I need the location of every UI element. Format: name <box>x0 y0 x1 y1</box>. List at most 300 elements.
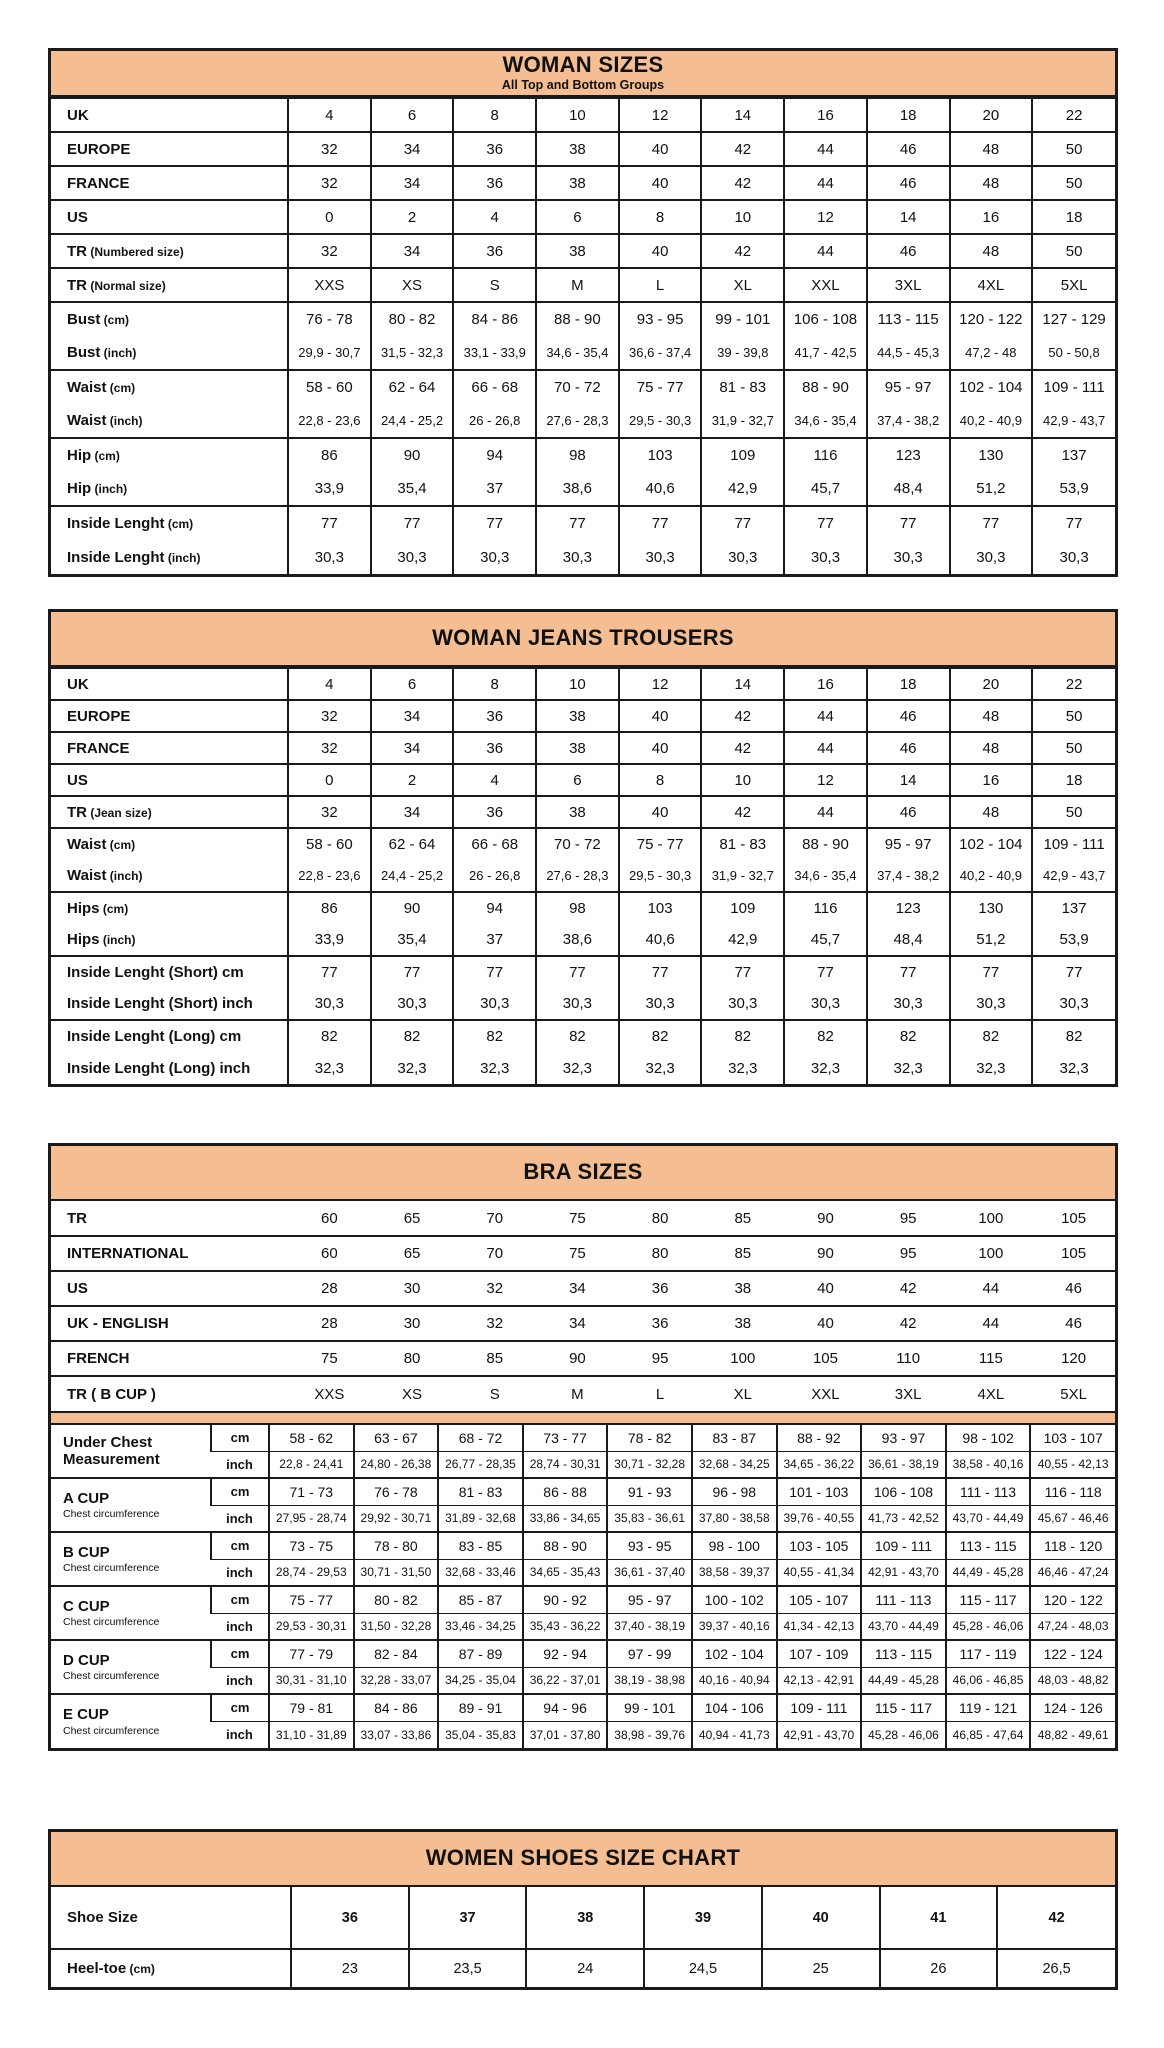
value-cell: 5XL <box>1032 268 1115 302</box>
value-cell: 77 <box>371 956 454 988</box>
cup-name: B CUP <box>63 1543 110 1561</box>
value-cell: 6 <box>536 200 619 234</box>
value-cell: 18 <box>1032 200 1115 234</box>
value-cell: 45,7 <box>784 924 867 956</box>
value-cell: 34,6 - 35,4 <box>784 860 867 892</box>
women-shoes-grid <box>51 1887 1115 1987</box>
woman-sizes-table <box>48 48 1118 577</box>
row-label <box>51 892 288 924</box>
bra-section-divider <box>51 1411 1115 1423</box>
value-cell: 98 - 102 <box>946 1424 1031 1451</box>
value-cell: 76 - 78 <box>354 1478 439 1505</box>
value-cell: 77 <box>950 956 1033 988</box>
value-cell: 83 - 85 <box>438 1532 523 1559</box>
value-cell: 77 <box>453 506 536 540</box>
table-row <box>51 1451 1115 1478</box>
value-cell: 24,4 - 25,2 <box>371 860 454 892</box>
value-cell: 44,49 - 45,28 <box>946 1559 1031 1586</box>
value-cell: 33,07 - 33,86 <box>354 1721 439 1748</box>
value-cell: 75 <box>288 1341 371 1376</box>
value-cell: 117 - 119 <box>946 1640 1031 1667</box>
value-cell: 95 <box>619 1341 702 1376</box>
value-cell: 46 <box>867 700 950 732</box>
value-cell: 32,3 <box>453 1052 536 1084</box>
value-cell: 10 <box>701 200 784 234</box>
row-label-text: Inside Lenght (Short) cm <box>67 964 244 981</box>
value-cell: 58 - 62 <box>269 1424 354 1451</box>
value-cell: 62 - 64 <box>371 370 454 404</box>
row-label-text: Waist <box>67 836 107 853</box>
value-cell: 115 - 117 <box>861 1694 946 1721</box>
value-cell: 58 - 60 <box>288 370 371 404</box>
value-cell: 46 <box>867 796 950 828</box>
value-cell: 50 <box>1032 234 1115 268</box>
row-label-text: Bust <box>67 344 101 361</box>
value-cell: 6 <box>371 98 454 132</box>
value-cell: 100 <box>978 1209 1004 1227</box>
value-cell: 22,8 - 23,6 <box>288 860 371 892</box>
value-cell: 0 <box>288 200 371 234</box>
row-label-text: FRENCH <box>67 1350 130 1367</box>
value-cell: 93 - 97 <box>861 1424 946 1451</box>
table-row <box>51 200 1115 234</box>
value-cell: 80 - 82 <box>354 1586 439 1613</box>
table-row <box>51 1640 1115 1667</box>
value-cell: 116 - 118 <box>1030 1478 1115 1505</box>
value-cell: 38 <box>536 700 619 732</box>
value-cell: 77 <box>288 506 371 540</box>
row-label-text: TR <box>67 1209 87 1227</box>
row-label-text: Inside Lenght (Long) inch <box>67 1059 251 1077</box>
value-cell: 124 - 126 <box>1030 1694 1115 1721</box>
value-cell: 86 <box>288 892 371 924</box>
value-cell: 51,2 <box>950 472 1033 506</box>
value-cell: 46,85 - 47,64 <box>946 1721 1031 1748</box>
value-cell: 18 <box>1032 764 1115 796</box>
value-cell: 36,6 - 37,4 <box>619 336 702 370</box>
unit-label: inch <box>211 1667 269 1694</box>
value-cell: XXL <box>784 268 867 302</box>
row-label <box>51 1306 288 1341</box>
value-cell: 100 <box>950 1236 1033 1271</box>
woman-sizes-header <box>51 51 1115 97</box>
value-cell: 94 - 96 <box>523 1694 608 1721</box>
value-cell: 38,6 <box>536 472 619 506</box>
value-cell: 40 <box>619 234 702 268</box>
value-cell: 84 - 86 <box>453 302 536 336</box>
value-cell: 26 - 26,8 <box>453 404 536 438</box>
value-cell: 82 <box>784 1020 867 1052</box>
women-shoes-header <box>51 1832 1115 1887</box>
value-cell: 28,74 - 30,31 <box>523 1451 608 1478</box>
bra-sizes-table <box>48 1143 1118 1751</box>
value-cell: 32 <box>288 234 371 268</box>
value-cell: 37 <box>409 1887 527 1949</box>
value-cell: 33,86 - 34,65 <box>523 1505 608 1532</box>
row-label-text: Hips <box>67 931 100 948</box>
value-cell: 24 <box>526 1949 644 1987</box>
unit-label: inch <box>211 1505 269 1532</box>
value-cell: 94 <box>453 438 536 472</box>
value-cell: 32,3 <box>288 1052 371 1084</box>
women-shoes-data-table <box>51 1887 1115 1987</box>
value-cell: 38 <box>536 132 619 166</box>
value-cell: 91 - 93 <box>607 1478 692 1505</box>
row-label <box>51 302 288 336</box>
value-cell: 40 <box>784 1271 867 1306</box>
value-cell: 43,70 - 44,49 <box>946 1505 1031 1532</box>
value-cell: 32 <box>453 1306 536 1341</box>
value-cell: 76 - 78 <box>288 302 371 336</box>
row-label-text: UK <box>67 106 89 124</box>
value-cell: 40 <box>762 1887 880 1949</box>
value-cell: 4 <box>288 98 371 132</box>
value-cell: 39,37 - 40,16 <box>692 1613 777 1640</box>
value-cell: 30,3 <box>701 988 784 1020</box>
row-label-text: Inside Lenght <box>67 548 165 566</box>
value-cell: 31,10 - 31,89 <box>269 1721 354 1748</box>
table-row <box>51 764 1115 796</box>
value-cell: 48 <box>950 796 1033 828</box>
value-cell: 42,9 <box>701 472 784 506</box>
row-label-note: (cm) <box>99 902 129 916</box>
value-cell: 30,3 <box>1032 540 1115 574</box>
value-cell: 20 <box>950 98 1033 132</box>
value-cell: 116 <box>784 892 867 924</box>
value-cell: 130 <box>950 892 1033 924</box>
value-cell: 28 <box>288 1306 371 1341</box>
value-cell: 95 - 97 <box>867 370 950 404</box>
row-label-note: (Numbered size) <box>87 244 184 259</box>
value-cell: 63 - 67 <box>354 1424 439 1451</box>
value-cell: 41,34 - 42,13 <box>777 1613 862 1640</box>
row-label-text: EUROPE <box>67 707 131 725</box>
value-cell: 35,04 - 35,83 <box>438 1721 523 1748</box>
value-cell: 30,3 <box>867 988 950 1020</box>
value-cell: 41,73 - 42,52 <box>861 1505 946 1532</box>
value-cell: 40 <box>619 796 702 828</box>
value-cell: 27,95 - 28,74 <box>269 1505 354 1532</box>
value-cell: 38 <box>701 1306 784 1341</box>
value-cell: 58 - 60 <box>288 828 371 860</box>
value-cell: 81 - 83 <box>701 828 784 860</box>
value-cell: 111 - 113 <box>861 1586 946 1613</box>
value-cell: 42 <box>701 132 784 166</box>
value-cell: 82 <box>288 1020 371 1052</box>
value-cell: 42 <box>701 234 784 268</box>
value-cell: 50 <box>1032 732 1115 764</box>
value-cell: 36 <box>453 732 536 764</box>
value-cell: 29,5 - 30,3 <box>619 860 702 892</box>
value-cell: 18 <box>867 98 950 132</box>
value-cell: 45,28 - 46,06 <box>861 1721 946 1748</box>
value-cell: 120 <box>1032 1341 1115 1376</box>
row-label <box>51 472 288 506</box>
value-cell: 16 <box>950 764 1033 796</box>
value-cell: 45,7 <box>784 472 867 506</box>
row-label-text: Waist <box>67 867 107 884</box>
value-cell: 113 - 115 <box>946 1532 1031 1559</box>
value-cell: 77 <box>371 506 454 540</box>
value-cell: 8 <box>453 668 536 700</box>
row-label <box>51 1020 288 1052</box>
value-cell: 85 <box>453 1341 536 1376</box>
value-cell: 30,3 <box>784 540 867 574</box>
value-cell: 90 <box>817 1209 834 1227</box>
row-label-note: (inch) <box>164 550 201 565</box>
value-cell: 30,3 <box>536 540 619 574</box>
value-cell: 48 <box>950 166 1033 200</box>
value-cell: 36 <box>453 700 536 732</box>
row-label <box>51 540 288 574</box>
value-cell: 2 <box>371 200 454 234</box>
table-row <box>51 336 1115 370</box>
value-cell: 113 - 115 <box>861 1640 946 1667</box>
value-cell: 80 <box>651 1209 669 1227</box>
row-label-text: Hip <box>67 480 92 497</box>
value-cell: 34,65 - 35,43 <box>523 1559 608 1586</box>
value-cell: 77 <box>701 956 784 988</box>
cup-row-label <box>51 1424 211 1478</box>
value-cell: 32,3 <box>1032 1052 1115 1084</box>
row-label <box>51 796 288 828</box>
value-cell: XS <box>371 1376 454 1411</box>
table-row <box>51 1341 1115 1376</box>
cup-row-label <box>51 1694 211 1748</box>
value-cell: 30 <box>371 1271 454 1306</box>
value-cell: 80 <box>371 1341 454 1376</box>
value-cell: 40,6 <box>619 472 702 506</box>
bra-sizes-grid <box>51 1201 1115 1748</box>
value-cell: 42 <box>701 732 784 764</box>
value-cell: 34 <box>536 1271 619 1306</box>
value-cell: 31,50 - 32,28 <box>354 1613 439 1640</box>
table-subtitle: All Top and Bottom Groups <box>501 78 665 93</box>
value-cell: 38,19 - 38,98 <box>607 1667 692 1694</box>
value-cell: 34,6 - 35,4 <box>536 336 619 370</box>
table-title: WOMAN SIZES <box>502 51 664 77</box>
value-cell: 26 <box>880 1949 998 1987</box>
cup-sub-label: Chest circumference <box>63 1616 160 1629</box>
row-label <box>51 200 288 234</box>
value-cell: 77 <box>867 956 950 988</box>
value-cell: 102 - 104 <box>950 828 1033 860</box>
value-cell: 29,5 - 30,3 <box>619 404 702 438</box>
row-label-text: US <box>67 771 88 789</box>
value-cell: 12 <box>784 764 867 796</box>
table-row <box>51 700 1115 732</box>
value-cell: 48 <box>950 132 1033 166</box>
row-label-text: Hips <box>67 900 100 917</box>
value-cell: 44 <box>784 234 867 268</box>
table-row <box>51 1052 1115 1084</box>
value-cell: 33,9 <box>288 472 371 506</box>
value-cell: 95 <box>867 1236 950 1271</box>
value-cell: 90 <box>784 1236 867 1271</box>
value-cell: 2 <box>371 764 454 796</box>
value-cell: 36,61 - 37,40 <box>607 1559 692 1586</box>
value-cell: 23,5 <box>409 1949 527 1987</box>
value-cell: 48,4 <box>867 924 950 956</box>
value-cell: 31,89 - 32,68 <box>438 1505 523 1532</box>
value-cell: 78 - 82 <box>607 1424 692 1451</box>
value-cell: 30,71 - 32,28 <box>607 1451 692 1478</box>
value-cell: 98 - 100 <box>692 1532 777 1559</box>
value-cell: 81 - 83 <box>701 370 784 404</box>
value-cell: 4XL <box>950 1376 1033 1411</box>
value-cell: 75 <box>536 1236 619 1271</box>
value-cell: 106 - 108 <box>861 1478 946 1505</box>
value-cell: 95 <box>899 1209 917 1227</box>
value-cell: 100 - 102 <box>692 1586 777 1613</box>
table-row <box>51 1505 1115 1532</box>
value-cell: 6 <box>536 764 619 796</box>
value-cell: 36 <box>291 1887 409 1949</box>
value-cell: 113 - 115 <box>867 302 950 336</box>
value-cell: 40,16 - 40,94 <box>692 1667 777 1694</box>
value-cell: 4 <box>288 668 371 700</box>
value-cell: 30,3 <box>950 540 1033 574</box>
value-cell: 103 - 105 <box>777 1532 862 1559</box>
value-cell: 109 - 111 <box>1032 370 1115 404</box>
value-cell: 73 - 75 <box>269 1532 354 1559</box>
row-label <box>51 764 288 796</box>
value-cell: 122 - 124 <box>1030 1640 1115 1667</box>
value-cell: 30,3 <box>371 988 454 1020</box>
cup-name: C CUP <box>63 1597 110 1615</box>
value-cell: 90 <box>371 892 454 924</box>
value-cell: 127 - 129 <box>1032 302 1115 336</box>
value-cell: 27,6 - 28,3 <box>536 860 619 892</box>
value-cell: 46,06 - 46,85 <box>946 1667 1031 1694</box>
value-cell: 94 <box>453 892 536 924</box>
value-cell: 120 - 122 <box>1030 1586 1115 1613</box>
table-row <box>51 1721 1115 1748</box>
value-cell: 25 <box>762 1949 880 1987</box>
value-cell: 36 <box>453 234 536 268</box>
row-label <box>51 732 288 764</box>
row-label-text: US <box>67 208 88 226</box>
table-row <box>51 860 1115 892</box>
value-cell: 53,9 <box>1032 924 1115 956</box>
row-label <box>51 268 288 302</box>
value-cell: 42 <box>867 1306 950 1341</box>
row-label-note: (Jean size) <box>87 805 152 820</box>
value-cell: 88 - 90 <box>784 370 867 404</box>
value-cell: 40 <box>619 166 702 200</box>
value-cell: 118 - 120 <box>1030 1532 1115 1559</box>
value-cell: 86 <box>288 438 371 472</box>
row-label-note: (inch) <box>106 869 143 883</box>
row-label-text: US <box>67 1280 88 1297</box>
cup-row-label <box>51 1478 211 1532</box>
value-cell: L <box>619 1376 702 1411</box>
value-cell: 36 <box>619 1306 702 1341</box>
row-label-text: Bust <box>67 311 101 328</box>
table-row <box>51 1949 1115 1987</box>
value-cell: 4 <box>453 200 536 234</box>
value-cell: 22,8 - 23,6 <box>288 404 371 438</box>
value-cell: 37 <box>453 924 536 956</box>
value-cell: 30,3 <box>288 988 371 1020</box>
value-cell: 34 <box>371 132 454 166</box>
value-cell: 50 <box>1032 166 1115 200</box>
value-cell: 85 <box>701 1236 784 1271</box>
value-cell: 40 <box>619 132 702 166</box>
value-cell: 32,3 <box>701 1052 784 1084</box>
value-cell: 81 - 83 <box>438 1478 523 1505</box>
value-cell: 6 <box>371 668 454 700</box>
value-cell: 30,3 <box>784 988 867 1020</box>
value-cell: 123 <box>867 892 950 924</box>
value-cell: 34,6 - 35,4 <box>784 404 867 438</box>
row-label-text: INTERNATIONAL <box>67 1245 189 1262</box>
row-label <box>51 668 288 700</box>
value-cell: 68 - 72 <box>438 1424 523 1451</box>
value-cell: 137 <box>1032 438 1115 472</box>
value-cell: 77 <box>784 956 867 988</box>
value-cell: 23 <box>291 1949 409 1987</box>
value-cell: 42 <box>701 700 784 732</box>
value-cell: 31,5 - 32,3 <box>371 336 454 370</box>
table-row <box>51 1424 1115 1451</box>
row-label <box>51 404 288 438</box>
value-cell: 75 - 77 <box>619 828 702 860</box>
value-cell: 34 <box>371 732 454 764</box>
value-cell: 98 <box>536 438 619 472</box>
row-label-note: (Normal size) <box>87 278 166 293</box>
woman-jeans-table <box>48 609 1118 1087</box>
value-cell: 82 <box>371 1020 454 1052</box>
row-label-text: Inside Lenght <box>67 515 165 532</box>
value-cell: 82 - 84 <box>354 1640 439 1667</box>
value-cell: 70 - 72 <box>536 828 619 860</box>
value-cell: 22 <box>1032 668 1115 700</box>
value-cell: 42,9 - 43,7 <box>1032 404 1115 438</box>
value-cell: L <box>619 268 702 302</box>
value-cell: 44 <box>784 166 867 200</box>
value-cell: 32 <box>453 1271 536 1306</box>
woman-jeans-data-table <box>51 667 1115 1084</box>
value-cell: 77 <box>1032 956 1115 988</box>
value-cell: 82 <box>536 1020 619 1052</box>
value-cell: 32 <box>288 166 371 200</box>
table-row <box>51 404 1115 438</box>
value-cell: 16 <box>784 98 867 132</box>
table-row <box>51 438 1115 472</box>
value-cell: 38 <box>536 796 619 828</box>
value-cell: 70 <box>453 1236 536 1271</box>
value-cell: 48 <box>950 234 1033 268</box>
value-cell: 115 <box>950 1341 1033 1376</box>
value-cell: 32 <box>288 732 371 764</box>
value-cell: 14 <box>701 668 784 700</box>
value-cell: 75 <box>569 1209 586 1227</box>
table-row <box>51 988 1115 1020</box>
value-cell: 48,4 <box>867 472 950 506</box>
bra-sizes-header <box>51 1146 1115 1201</box>
value-cell: 39 <box>644 1887 762 1949</box>
woman-jeans-grid <box>51 667 1115 1084</box>
value-cell: 82 <box>619 1020 702 1052</box>
table-title: BRA SIZES <box>523 1159 643 1185</box>
row-label <box>51 1949 291 1987</box>
value-cell: 42 <box>701 166 784 200</box>
value-cell: 42,9 <box>701 924 784 956</box>
value-cell: 3XL <box>867 268 950 302</box>
value-cell: 77 <box>619 506 702 540</box>
value-cell: 41 <box>880 1887 998 1949</box>
